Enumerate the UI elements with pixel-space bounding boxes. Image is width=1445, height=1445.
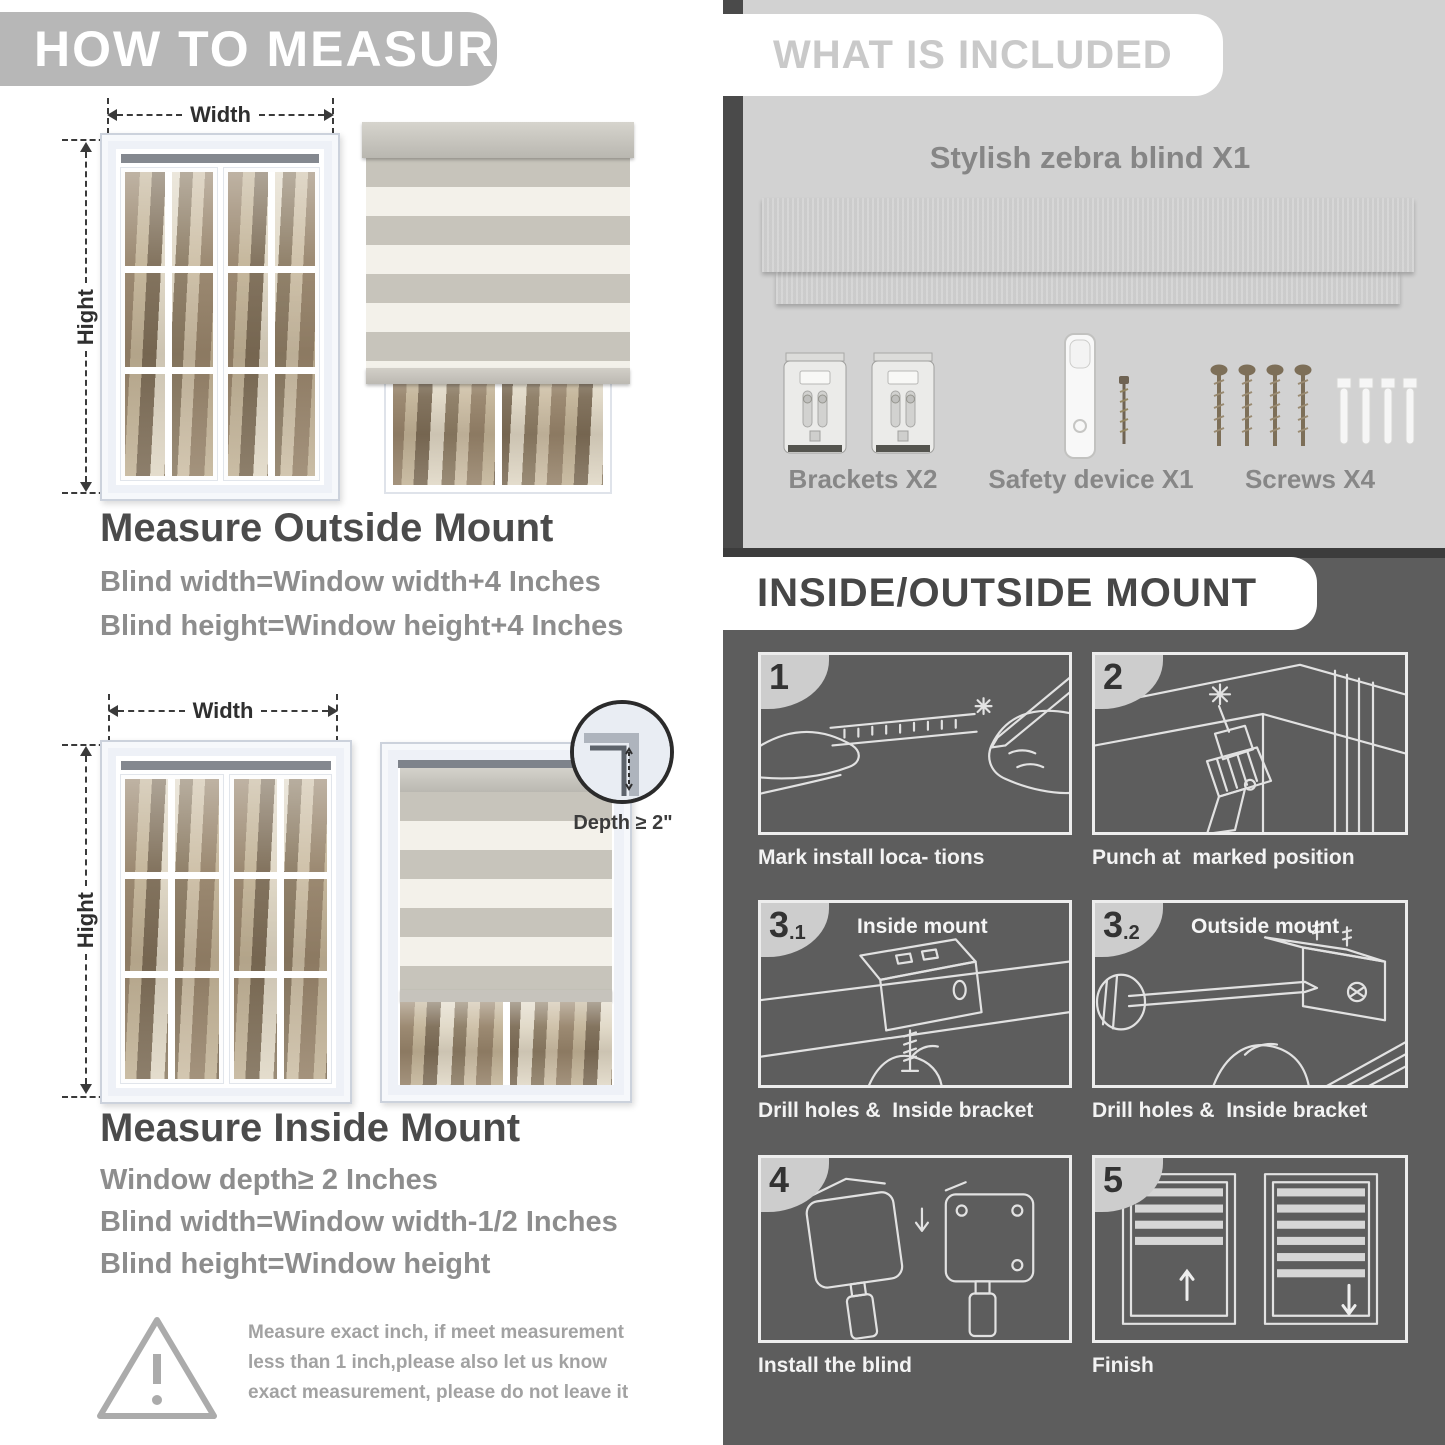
window-photo-outside — [100, 133, 340, 501]
width-dimension-label: Width — [192, 698, 254, 723]
window-sash — [121, 168, 217, 480]
arrow-down-icon — [80, 482, 92, 492]
step-number-badge: 5 — [1095, 1158, 1163, 1212]
height-dimension-label: Hight — [73, 288, 98, 346]
arrow-right-icon — [328, 705, 338, 717]
outside-mount-title: Measure Outside Mount — [100, 506, 554, 550]
safety-device-image — [1035, 330, 1150, 465]
blind-stripes — [366, 158, 630, 368]
step-3-2-caption: Drill holes & Inside bracket — [1092, 1099, 1368, 1122]
brackets-caption: Brackets X2 — [788, 464, 938, 494]
blind-item-label: Stylish zebra blind X1 — [929, 140, 1251, 175]
height-dimension-label: Hight — [73, 891, 98, 949]
width-dimension-label: Width — [190, 102, 251, 127]
height-arrow — [74, 746, 98, 1094]
blind-cassette — [362, 122, 634, 158]
window-sash — [121, 775, 223, 1083]
arrow-up-icon — [80, 142, 92, 152]
window-sash — [224, 168, 320, 480]
inside-rule-depth: Window depth≥ 2 Inches — [100, 1164, 438, 1196]
inside-outside-mount-header: INSIDE/OUTSIDE MOUNT — [723, 557, 1317, 630]
measure-warning-text: Measure exact inch, if meet measurement less than 1 inch,please also let us know exact measurement, please do not leave it — [248, 1322, 629, 1403]
brackets-image — [780, 345, 950, 465]
step-4 — [758, 1155, 1072, 1378]
width-arrow — [108, 700, 338, 722]
zebra-blind-outside-mount — [362, 122, 634, 492]
warning-icon — [92, 1312, 222, 1424]
inside-mount-title: Measure Inside Mount — [100, 1106, 521, 1150]
step-2 — [1092, 652, 1408, 870]
arrow-left-icon — [108, 705, 118, 717]
inside-mount-label: Inside mount — [857, 915, 988, 938]
step-number-badge: 2 — [1095, 655, 1163, 709]
step-5 — [1092, 1155, 1408, 1378]
step-3-1-caption: Drill holes & Inside bracket — [758, 1099, 1034, 1122]
width-arrow — [107, 104, 334, 126]
how-to-measure-header: HOW TO MEASURE — [0, 12, 497, 86]
depth-label: Depth ≥ 2" — [573, 812, 673, 834]
inside-rule-height: Blind height=Window height — [100, 1248, 491, 1280]
arrow-up-icon — [80, 746, 92, 756]
step-3-1 — [758, 900, 1072, 1123]
magnifier-icon — [570, 700, 674, 804]
window-top-rail — [121, 761, 331, 770]
window-sash — [230, 775, 332, 1083]
blind-bottom-rail — [400, 990, 612, 1002]
blind-cassette-valance — [776, 272, 1400, 304]
depth-detail-art — [574, 704, 670, 800]
step-number-badge: 1 — [761, 655, 829, 709]
step-1-caption: Mark install loca- tions — [758, 846, 985, 869]
step-number-badge: 3 .1 — [761, 903, 829, 957]
arrow-down-icon — [80, 1084, 92, 1094]
step-number-badge: 3 .2 — [1095, 903, 1163, 957]
arrow-right-icon — [324, 109, 334, 121]
blind-cassette-product — [762, 198, 1414, 272]
step-4-caption: Install the blind — [758, 1354, 913, 1377]
window-photo-inside — [100, 740, 352, 1104]
arrow-left-icon — [107, 109, 117, 121]
what-is-included-header: WHAT IS INCLUDED — [723, 14, 1223, 96]
step-5-caption: Finish — [1092, 1354, 1154, 1377]
outside-rule-height: Blind height=Window height+4 Inches — [100, 610, 624, 642]
outside-mount-label: Outside mount — [1191, 915, 1340, 938]
step-1 — [758, 652, 1072, 870]
screws-caption: Screws X4 — [1244, 464, 1376, 494]
window-top-rail — [121, 154, 319, 163]
height-arrow — [74, 142, 98, 492]
safety-device-caption: Safety device X1 — [988, 464, 1194, 494]
inside-rule-width: Blind width=Window width-1/2 Inches — [100, 1206, 618, 1238]
outside-rule-width: Blind width=Window width+4 Inches — [100, 566, 601, 598]
step-2-caption: Punch at marked position — [1092, 846, 1355, 869]
step-number-badge: 4 — [761, 1158, 829, 1212]
screws-image — [1205, 358, 1420, 463]
blind-bottom-rail — [366, 368, 630, 384]
step-3-2 — [1092, 900, 1408, 1123]
